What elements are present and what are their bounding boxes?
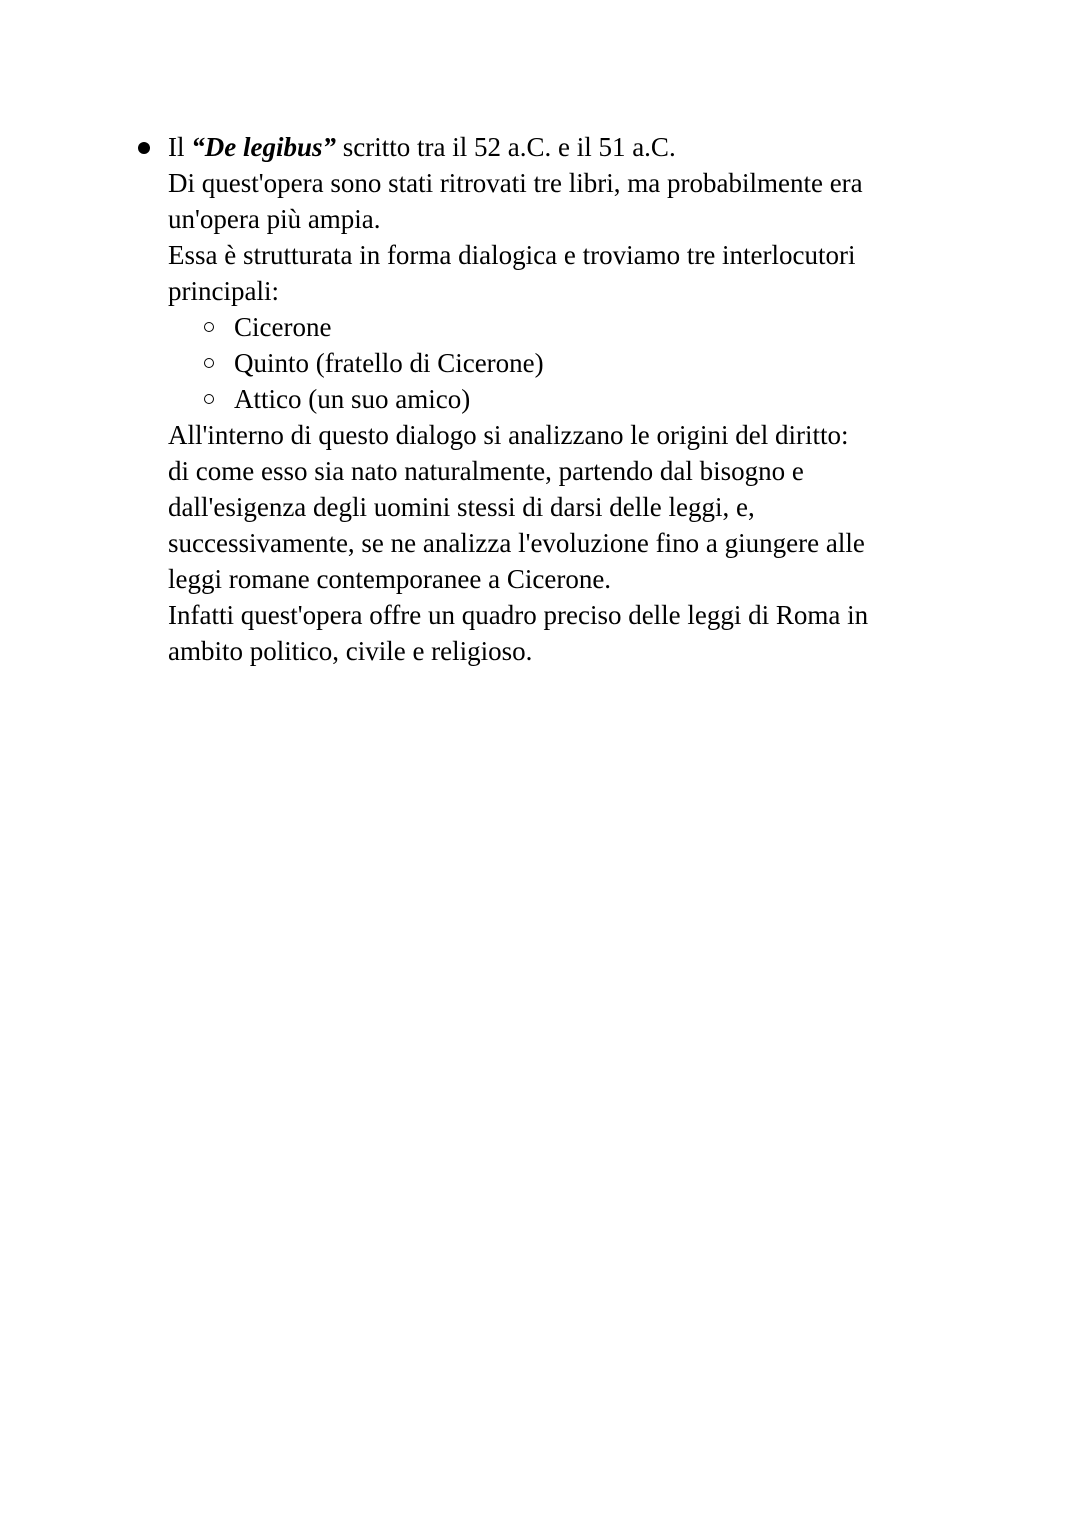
title-prefix: Il (168, 132, 192, 162)
bullet-item-de-legibus (168, 129, 968, 669)
interlocutor-name: Cicerone (234, 312, 332, 342)
hollow-circle-bullet-icon (204, 322, 214, 332)
title-suffix: scritto tra il 52 a.C. e il 51 a.C. (336, 132, 676, 162)
paragraph-line: dall'esigenza degli uomini stessi di darsi delle leggi, e, (168, 492, 755, 522)
list-item (168, 345, 968, 381)
paragraph-line: leggi romane contemporanee a Cicerone. (168, 564, 612, 594)
interlocutor-name: Attico (un suo amico) (234, 384, 471, 414)
interlocutor-name: Quinto (fratello di Cicerone) (234, 348, 544, 378)
paragraph-line: Infatti quest'opera offre un quadro preciso delle leggi di Roma in (168, 600, 869, 630)
title-line (168, 129, 968, 165)
paragraph-line: di come esso sia nato naturalmente, partendo dal bisogno e (168, 456, 804, 486)
bullet-icon (138, 142, 150, 154)
interlocutors-list (168, 309, 968, 417)
hollow-circle-bullet-icon (204, 394, 214, 404)
paragraph-line: un'opera più ampia. (168, 204, 381, 234)
paragraph-line: Di quest'opera sono stati ritrovati tre libri, ma probabilmente era (168, 168, 863, 198)
work-title: “De legibus” (191, 132, 336, 162)
paragraph-line: All'interno di questo dialogo si analizzano le origini del diritto: (168, 420, 849, 450)
list-item (168, 309, 968, 345)
list-item (168, 381, 968, 417)
paragraph-line: principali: (168, 276, 279, 306)
paragraph-line: ambito politico, civile e religioso. (168, 636, 533, 666)
hollow-circle-bullet-icon (204, 358, 214, 368)
paragraph-line: successivamente, se ne analizza l'evoluzione fino a giungere alle (168, 528, 865, 558)
paragraph-line: Essa è strutturata in forma dialogica e troviamo tre interlocutori (168, 240, 856, 270)
